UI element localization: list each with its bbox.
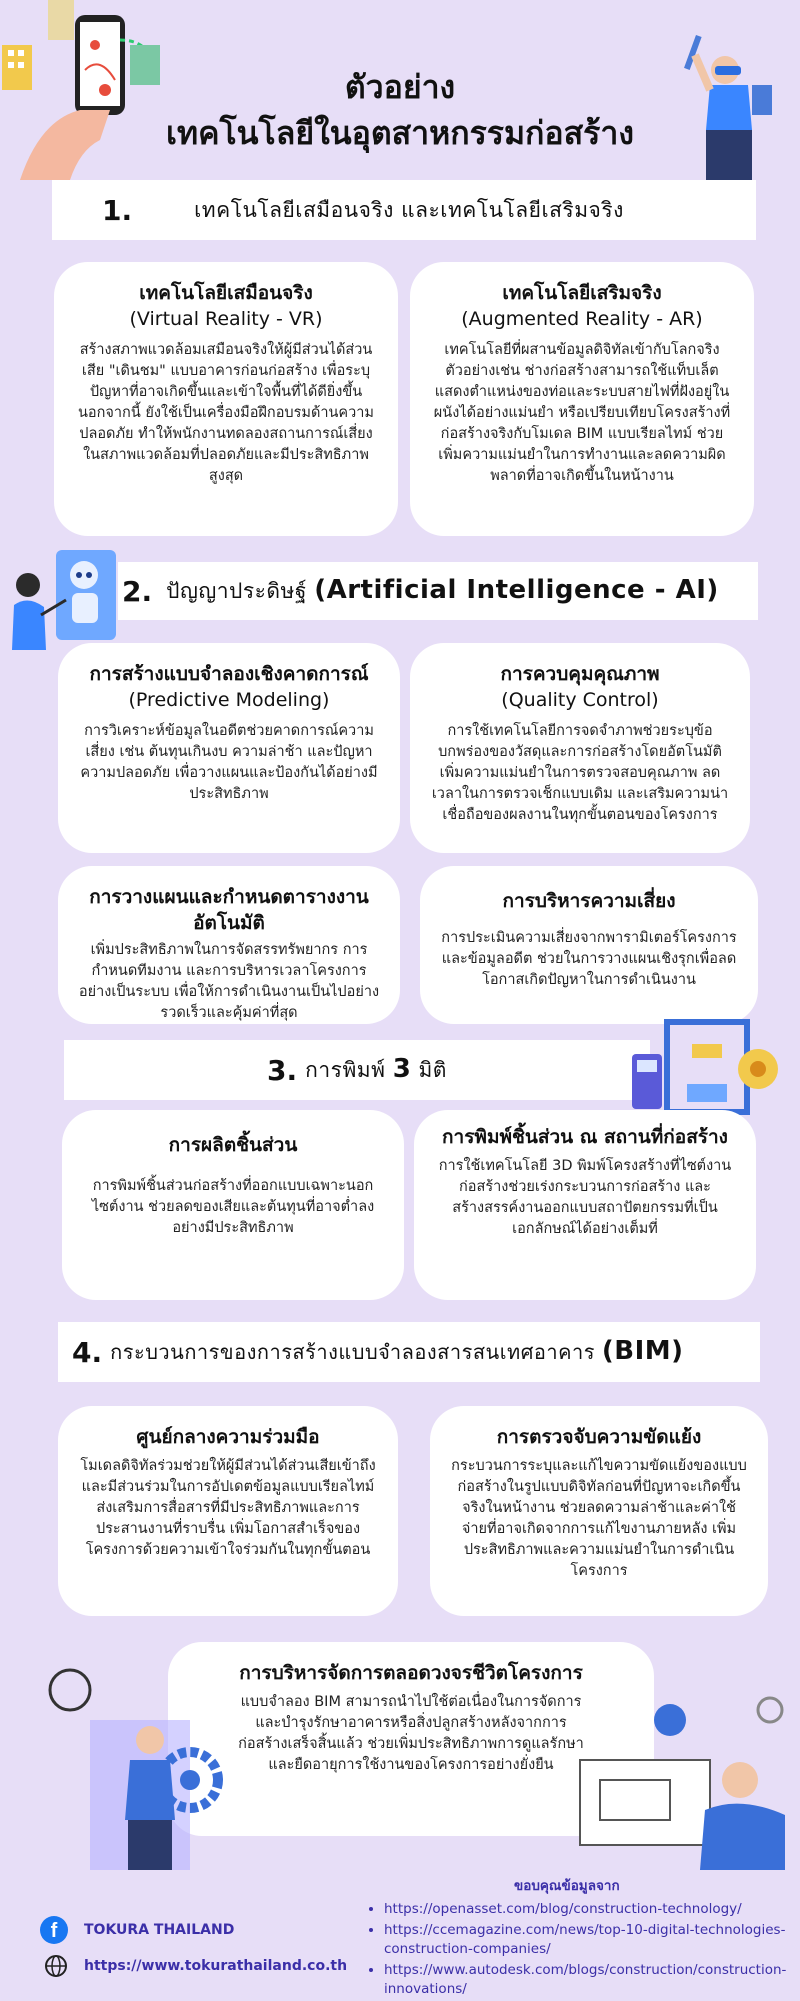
card-title: การพิมพ์ชิ้นส่วน ณ สถานที่ก่อสร้าง [442, 1126, 728, 1148]
card-title: การวางแผนและกำหนดตารางงานอัตโนมัติ [89, 886, 369, 934]
3d-printer-illustration [632, 1014, 782, 1124]
card-body: กระบวนการระบุและแก้ไขความขัดแย้งของแบบก่อสร้างในรูปแบบดิจิทัลก่อนที่ปัญหาจะเกิดขึ้นจริงในหน้างาน ช่วยลดความล่าช้าและค่าใช้จ่ายที่อาจเกิดจากการแก้ไขงานภายหลัง เพิ่มประสิทธิภาพและความแม่นยำในการดำเนินโครงการ [451, 1458, 747, 1579]
section-number: 2. [122, 574, 153, 608]
brand-name: TOKURA THAILAND [84, 1922, 235, 1938]
section-number: 1. [102, 193, 133, 227]
section-label [305, 1054, 447, 1087]
card-title: เทคโนโลยีเสมือนจริง [139, 282, 313, 304]
section-label-en: (BIM) [601, 1336, 684, 1366]
card-title: ศูนย์กลางความร่วมมือ [136, 1426, 320, 1448]
card-planning [58, 866, 400, 1024]
card-body: สร้างสภาพแวดล้อมเสมือนจริงให้ผู้มีส่วนได้ส่วนเสีย "เดินชม" แบบอาคารก่อนก่อสร้าง เพื่อระบุปัญหาที่อาจเกิดขึ้นและเข้าใจพื้นที่ได้ดียิ่งขึ้น นอกจากนี้ ยังใช้เป็นเครื่องมือฝึกอบรมด้านความปลอดภัย ทำให้พนักงานทดลองสถานการณ์เสี่ยงในสภาพแวดล้อมที่ปลอดภัยและมีประสิทธิภาพสูงสุด [78, 342, 374, 484]
page-title-line1: ตัวอย่าง [344, 68, 456, 106]
ai-laptop-person-illustration [570, 1680, 795, 1880]
reference-link[interactable]: • https://openasset.com/blog/construction-technology/ [384, 1900, 786, 1919]
card-ar [410, 262, 754, 536]
card-collab [58, 1406, 398, 1616]
section-label-en: (Artificial Intelligence - AI) [314, 574, 719, 605]
references-title: ขอบคุณข้อมูลจาก [514, 1878, 620, 1894]
section-label: เทคโนโลยีเสมือนจริง และเทคโนโลยีเสริมจริง [194, 197, 624, 222]
references-block [366, 1874, 786, 2001]
reference-link[interactable]: • https://www.autodesk.com/blogs/construction/construction-innovations/ [384, 1961, 786, 1999]
card-title: การบริหารจัดการตลอดวงจรชีวิตโครงการ [239, 1662, 583, 1684]
section-label-th: กระบวนการของการสร้างแบบจำลองสารสนเทศอาคาร [110, 1340, 596, 1364]
globe-icon [44, 1954, 68, 1978]
card-body: เพิ่มประสิทธิภาพในการจัดสรรทรัพยากร การกำหนดทีมงาน และการบริหารเวลาโครงการอย่างเป็นระบบ เพื่อให้การดำเนินงานเป็นไปอย่างรวดเร็วและคุ้มค่าที่สุด [78, 942, 380, 1021]
facebook-icon[interactable]: f [40, 1916, 68, 1944]
card-title: เทคโนโลยีเสริมจริง [502, 282, 662, 304]
card-risk [420, 866, 758, 1024]
section-2-header [118, 562, 758, 620]
section-label-num: 3 [392, 1053, 412, 1084]
card-vr [54, 262, 398, 536]
card-title: การควบคุมคุณภาพ [500, 663, 660, 685]
section-label-th: ปัญญาประดิษฐ์ [166, 578, 307, 603]
card-body: เทคโนโลยีที่ผสานข้อมูลดิจิทัลเข้ากับโลกจริง ตัวอย่างเช่น ช่างก่อสร้างสามารถใช้แท็บเล็ตแสดงตำแหน่งของท่อและระบบสายไฟที่ฝังอยู่ในผนังได้อย่างแม่นยำ หรือเปรียบเทียบโครงสร้างที่ก่อสร้างจริงกับโมเดล BIM แบบเรียลไทม์ ช่วยเพิ่มความแม่นยำในการทำงานและลดความผิดพลาดที่อาจเกิดขึ้นในหน้างาน [433, 342, 731, 484]
section-number: 3. [267, 1053, 298, 1087]
card-body: การใช้เทคโนโลยี 3D พิมพ์โครงสร้างที่ไซต์งานก่อสร้างช่วยเร่งกระบวนการก่อสร้าง และสร้างสรรค์งานออกแบบสถาปัตยกรรมที่เป็นเอกลักษณ์ได้อย่างเต็มที่ [438, 1158, 732, 1237]
card-parts [62, 1110, 404, 1300]
section-number: 4. [72, 1335, 103, 1369]
card-clash [430, 1406, 768, 1616]
card-quality [410, 643, 750, 853]
card-predictive [58, 643, 400, 853]
card-title: การบริหารความเสี่ยง [502, 890, 676, 912]
website-link[interactable]: https://www.tokurathailand.co.th [84, 1958, 348, 1974]
section-label [110, 1336, 683, 1368]
card-body: การวิเคราะห์ข้อมูลในอดีตช่วยคาดการณ์ความเสี่ยง เช่น ต้นทุนเกินงบ ความล่าช้า และปัญหาความปลอดภัย เพื่อวางแผนและป้องกันได้อย่างมีประสิทธิภาพ [80, 723, 378, 802]
section-label-tail: มิติ [418, 1057, 447, 1082]
card-body: การพิมพ์ชิ้นส่วนก่อสร้างที่ออกแบบเฉพาะนอกไซต์งาน ช่วยลดของเสียและต้นทุนที่อาจต่ำลงอย่างมีประสิทธิภาพ [91, 1178, 375, 1236]
card-subtitle: (Quality Control) [501, 689, 659, 711]
card-title: การผลิตชิ้นส่วน [168, 1134, 298, 1156]
idea-gears-illustration [40, 1660, 230, 1880]
section-4-header [58, 1322, 760, 1382]
card-subtitle: (Virtual Reality - VR) [129, 308, 323, 330]
reference-link[interactable]: • https://ccemagazine.com/news/top-10-digital-technologies-construction-companies/ [384, 1921, 786, 1959]
card-subtitle: (Predictive Modeling) [128, 689, 330, 711]
section-label [166, 575, 719, 608]
card-body: โมเดลดิจิทัลร่วมช่วยให้ผู้มีส่วนได้ส่วนเสียเข้าถึงและมีส่วนร่วมในการอัปเดตข้อมูลแบบเรียลไทม์ ส่งเสริมการสื่อสารที่มีประสิทธิภาพและการประสานงานที่ราบรื่น เพิ่มโอกาสสำเร็จของโครงการด้วยความเข้าใจร่วมกันในทุกขั้นตอน [80, 1458, 376, 1558]
card-title: การตรวจจับความขัดแย้ง [496, 1426, 702, 1448]
card-body: การประเมินความเสี่ยงจากพารามิเตอร์โครงการและข้อมูลอดีต ช่วยในการวางแผนเชิงรุกเพื่อลดโอกาสเกิดปัญหาในการดำเนินงาน [441, 930, 737, 988]
card-body: การใช้เทคโนโลยีการจดจำภาพช่วยระบุข้อบกพร่องของวัสดุและการก่อสร้างโดยอัตโนมัติ เพิ่มความแม่นยำในการตรวจสอบคุณภาพ ลดเวลาในการตรวจเช็กแบบเดิม และเสริมความน่าเชื่อถือของผลงานในทุกขั้นตอนของโครงการ [431, 723, 729, 823]
section-label-th: การพิมพ์ [305, 1057, 386, 1082]
card-body: แบบจำลอง BIM สามารถนำไปใช้ต่อเนื่องในการจัดการและบำรุงรักษาอาคารหรือสิ่งปลูกสร้างหลังจากการก่อสร้างเสร็จสิ้นแล้ว ช่วยเพิ่มประสิทธิภาพการดูแลรักษาและยืดอายุการใช้งานของโครงการอย่างยั่งยืน [238, 1694, 584, 1773]
section-1-header [52, 180, 756, 240]
page-title-line2: เทคโนโลยีในอุตสาหกรรมก่อสร้าง [166, 114, 634, 152]
card-onsite [414, 1110, 756, 1300]
section-3-header [64, 1040, 650, 1100]
card-title: การสร้างแบบจำลองเชิงคาดการณ์ [89, 663, 369, 685]
card-subtitle: (Augmented Reality - AR) [461, 308, 703, 330]
